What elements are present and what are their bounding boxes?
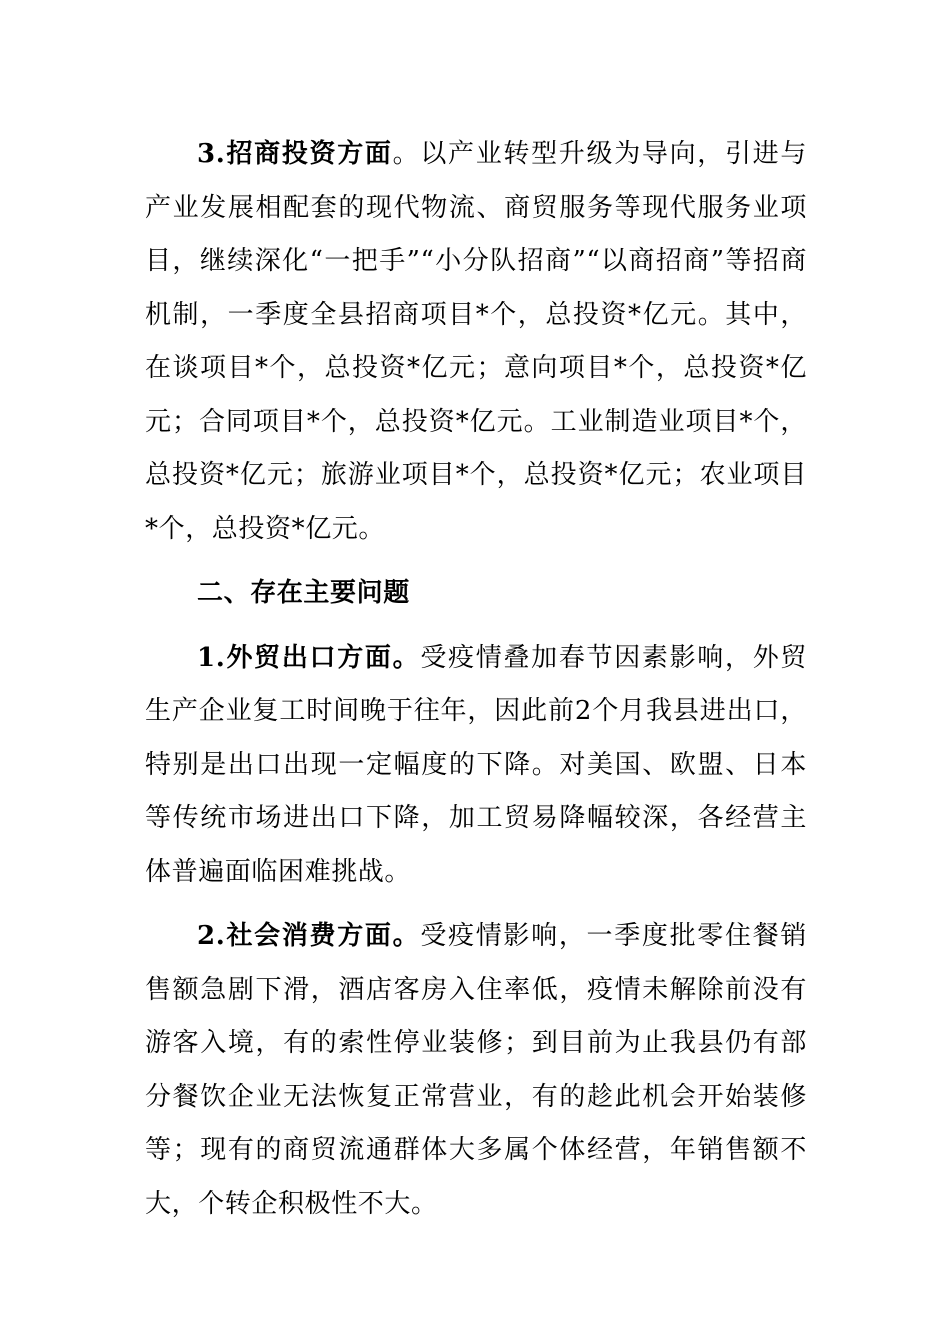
- document-page: [145, 128, 807, 1231]
- paragraph-consumption: [145, 910, 807, 1231]
- paragraph-foreign-trade: [145, 632, 807, 900]
- section-heading: 二、存在主要问题: [197, 578, 410, 608]
- paragraph-body: 受疫情叠加春节因素影响，外贸生产企业复工时间晚于往年，因此前2个月我县进出口，特别是出口出现一定幅度的下降。对美国、欧盟、日本等传统市场进出口下降，加工贸易降幅较深，各经营主体普遍面临困难挑战。: [145, 642, 807, 887]
- paragraph-lead: 2.社会消费方面。: [197, 921, 421, 951]
- paragraph-lead: 1.外贸出口方面。: [197, 642, 421, 673]
- paragraph-body: 。以产业转型升级为导向，引进与产业发展相配套的现代物流、商贸服务等现代服务业项目，继续深化“一把手”“小分队招商”“以商招商”等招商机制，一季度全县招商项目*个，总投资*亿元。其中，在谈项目*个，总投资*亿元；意向项目*个，总投资*亿元；合同项目*个，总投资*亿元。工业制造业项目*个，总投资*亿元；旅游业项目*个，总投资*亿元；农业项目*个，总投资*亿元。: [145, 139, 807, 544]
- paragraph-lead: 3.招商投资方面: [197, 139, 393, 169]
- paragraph-body: 受疫情影响，一季度批零住餐销售额急剧下滑，酒店客房入住率低，疫情未解除前没有游客入境，有的索性停业装修；到目前为止我县仍有部分餐饮企业无法恢复正常营业，有的趁此机会开始装修等；现有的商贸流通群体大多属个体经营，年销售额不大，个转企积极性不大。: [145, 921, 807, 1219]
- paragraph-investment: [145, 128, 807, 556]
